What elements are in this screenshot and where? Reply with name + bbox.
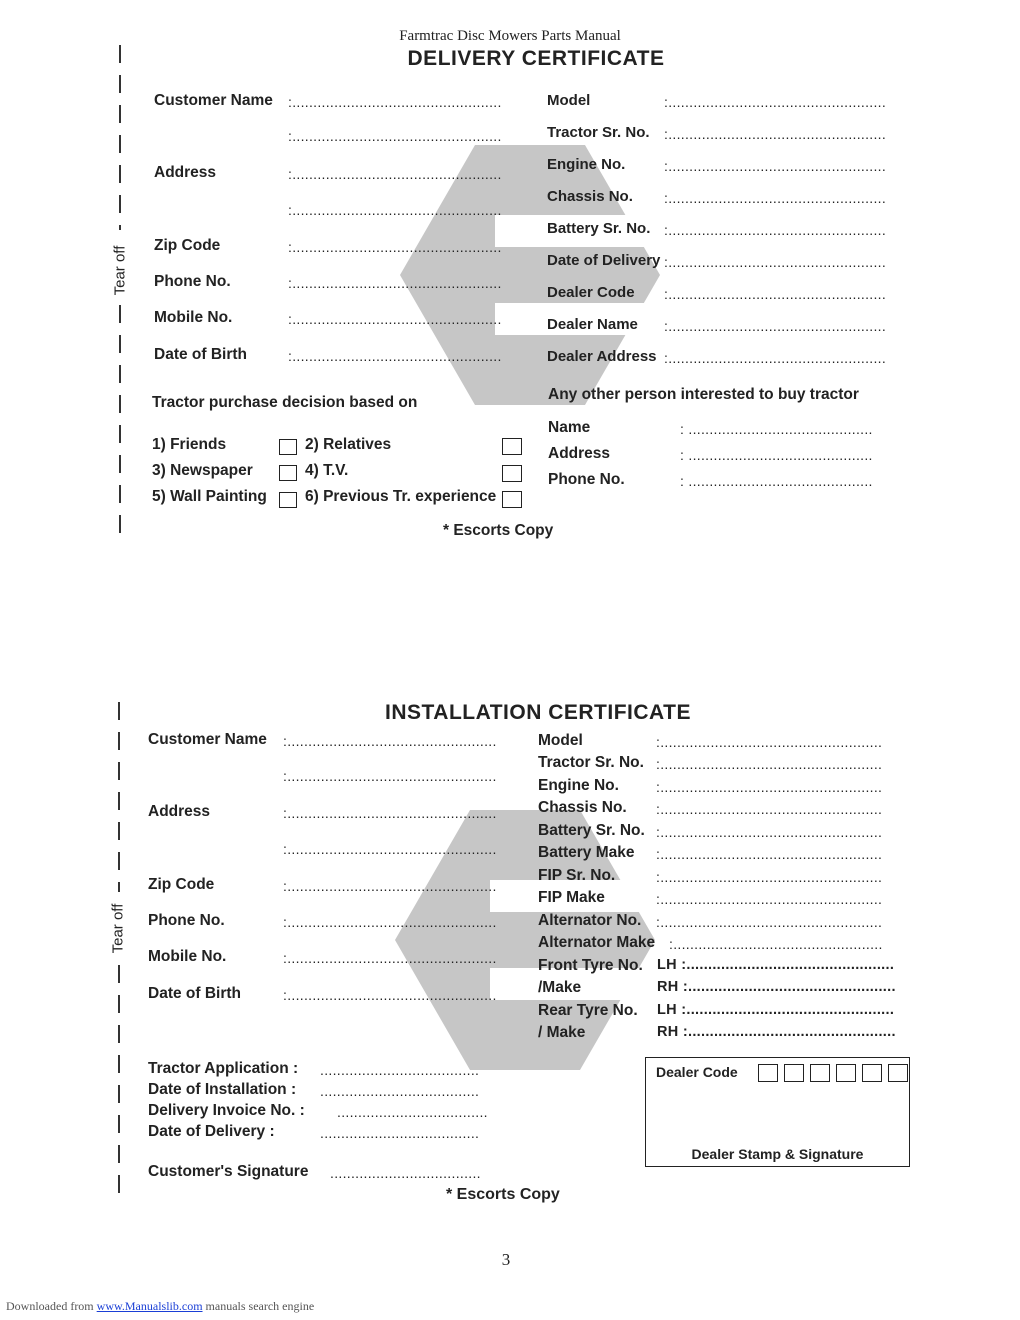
inst-alternator-make-field[interactable]: :.................................................. [669, 936, 883, 952]
inst-alternator-no-field[interactable]: :..................................................... [656, 914, 883, 930]
tear-off-line-bottom-2 [118, 965, 120, 1197]
customer-signature-field[interactable]: .................................... [330, 1165, 481, 1181]
other-address-label: Address [548, 445, 611, 462]
inst-front-tyre-make-label: /Make [538, 979, 582, 996]
inst-rear-tyre-lh-field[interactable]: LH :................................................ [657, 1002, 895, 1018]
inst-dob-field[interactable]: :.................................................. [283, 987, 497, 1003]
inst-battery-make-field[interactable]: :..................................................... [656, 846, 883, 862]
option-wall-painting-label: 5) Wall Painting [152, 488, 267, 505]
inst-address-field[interactable]: :.................................................. [283, 805, 497, 821]
other-phone-label: Phone No. [548, 471, 625, 488]
tractor-sr-field[interactable]: :.................................................... [664, 126, 887, 142]
download-footer [6, 1299, 314, 1314]
option-wall-painting-checkbox[interactable] [279, 492, 297, 508]
model-field[interactable]: :.................................................... [664, 94, 887, 110]
tear-off-label: Tear off [111, 245, 129, 296]
inst-fip-sr-field[interactable]: :..................................................... [656, 869, 883, 885]
inst-alternator-make-label: Alternator Make [538, 934, 656, 951]
battery-sr-field[interactable]: :.................................................... [664, 222, 887, 238]
mobile-label: Mobile No. [154, 309, 233, 326]
inst-phone-label: Phone No. [148, 912, 225, 929]
installation-title: INSTALLATION CERTIFICATE [385, 701, 691, 724]
phone-label: Phone No. [154, 273, 231, 290]
page-number: 3 [501, 1250, 511, 1269]
dealer-code-digit-2[interactable] [784, 1064, 804, 1082]
chassis-no-field[interactable]: :.................................................... [664, 190, 887, 206]
inst-front-tyre-label: Front Tyre No. [538, 957, 643, 974]
manualslib-link[interactable]: www.Manualslib.com [96, 1299, 203, 1313]
option-friends-label: 1) Friends [152, 436, 227, 453]
dealer-code-field[interactable]: :.................................................... [664, 286, 887, 302]
date-of-delivery-field[interactable]: :.................................................... [664, 254, 887, 270]
decision-heading: Tractor purchase decision based on [152, 394, 418, 411]
inst-front-tyre-lh-field[interactable]: LH :................................................ [657, 957, 895, 973]
address-field[interactable]: :.................................................. [288, 166, 502, 182]
inst-rear-tyre-label: Rear Tyre No. [538, 1002, 638, 1019]
other-name-field[interactable]: : ............................................ [680, 421, 873, 437]
inst-engine-no-field[interactable]: :..................................................... [656, 779, 883, 795]
model-label: Model [547, 92, 591, 109]
tear-off-line-bottom [119, 305, 121, 540]
inst-customer-name-field-2[interactable]: :.................................................. [283, 768, 497, 784]
option-tv-checkbox[interactable] [502, 465, 522, 482]
address-label: Address [154, 164, 217, 181]
inst-rear-tyre-make-label: / Make [538, 1024, 586, 1041]
inst-phone-field[interactable]: :.................................................. [283, 914, 497, 930]
delivery-certificate [0, 0, 1020, 560]
delivery-title: DELIVERY CERTIFICATE [407, 47, 665, 70]
customer-name-field-2[interactable]: :.................................................. [288, 128, 502, 144]
dealer-name-field[interactable]: :.................................................... [664, 318, 887, 334]
tear-off-line-top-2 [118, 702, 120, 892]
option-friends-checkbox[interactable] [279, 439, 297, 455]
delivery-copy-note: * Escorts Copy [443, 522, 554, 539]
inst-customer-name-field[interactable]: :.................................................. [283, 733, 497, 749]
inst-front-tyre-rh-field[interactable]: RH :................................................ [657, 979, 896, 995]
inst-battery-sr-field[interactable]: :..................................................... [656, 824, 883, 840]
customer-name-field[interactable]: :.................................................. [288, 94, 502, 110]
inst-mobile-field[interactable]: :.................................................. [283, 950, 497, 966]
inst-battery-sr-label: Battery Sr. No. [538, 822, 645, 839]
date-of-installation-field[interactable]: ...................................... [320, 1083, 480, 1099]
option-tv-label: 4) T.V. [305, 462, 349, 479]
inst-mobile-label: Mobile No. [148, 948, 227, 965]
date-of-delivery-label: Date of Delivery [547, 252, 661, 269]
tear-off-label-2: Tear off [109, 903, 127, 954]
delivery-invoice-field[interactable]: .................................... [337, 1104, 488, 1120]
dealer-code-box-label: Dealer Code [656, 1064, 738, 1080]
inst-fip-make-field[interactable]: :..................................................... [656, 891, 883, 907]
dealer-stamp-label: Dealer Stamp & Signature [691, 1146, 864, 1162]
inst-address-field-2[interactable]: :.................................................. [283, 841, 497, 857]
dob-field[interactable]: :.................................................. [288, 348, 502, 364]
inst-date-of-delivery-label: Date of Delivery : [148, 1123, 275, 1140]
other-person-heading: Any other person interested to buy tractor [548, 386, 859, 403]
tractor-application-field[interactable]: ...................................... [320, 1062, 480, 1078]
inst-tractor-sr-field[interactable]: :..................................................... [656, 756, 883, 772]
dob-label: Date of Birth [154, 346, 247, 363]
inst-fip-make-label: FIP Make [538, 889, 605, 906]
option-relatives-checkbox[interactable] [502, 438, 522, 455]
inst-date-of-delivery-field[interactable]: ...................................... [320, 1125, 480, 1141]
inst-customer-name-label: Customer Name [148, 731, 267, 748]
inst-rear-tyre-rh-field[interactable]: RH :................................................ [657, 1024, 896, 1040]
zip-code-field[interactable]: :.................................................. [288, 239, 502, 255]
inst-dob-label: Date of Birth [148, 985, 241, 1002]
tractor-application-label: Tractor Application : [148, 1060, 299, 1077]
inst-battery-make-label: Battery Make [538, 844, 635, 861]
customer-name-label: Customer Name [154, 92, 273, 109]
dealer-code-digit-3[interactable] [810, 1064, 830, 1082]
engine-no-label: Engine No. [547, 156, 626, 173]
inst-chassis-no-label: Chassis No. [538, 799, 627, 816]
other-name-label: Name [548, 419, 591, 436]
inst-chassis-no-field[interactable]: :..................................................... [656, 801, 883, 817]
inst-fip-sr-label: FIP Sr. No. [538, 867, 616, 884]
inst-alternator-no-label: Alternator No. [538, 912, 642, 929]
option-newspaper-label: 3) Newspaper [152, 462, 253, 479]
option-previous-experience-label: 6) Previous Tr. experience [305, 488, 497, 505]
installation-copy-note: * Escorts Copy [446, 1186, 560, 1203]
zip-code-label: Zip Code [154, 237, 221, 254]
address-field-2[interactable]: :.................................................. [288, 202, 502, 218]
installation-certificate [0, 680, 1020, 1220]
battery-sr-label: Battery Sr. No. [547, 220, 651, 237]
dealer-name-label: Dealer Name [547, 316, 638, 333]
footer-prefix: Downloaded from [6, 1299, 94, 1313]
other-phone-field[interactable]: : ............................................ [680, 473, 873, 489]
dealer-code-digit-6[interactable] [888, 1064, 908, 1082]
customer-signature-label: Customer's Signature [148, 1163, 309, 1180]
dealer-code-digit-5[interactable] [862, 1064, 882, 1082]
tractor-sr-label: Tractor Sr. No. [547, 124, 650, 141]
dealer-code-digit-4[interactable] [836, 1064, 856, 1082]
dealer-code-label: Dealer Code [547, 284, 635, 301]
phone-field[interactable]: :.................................................. [288, 275, 502, 291]
inst-zip-code-field[interactable]: :.................................................. [283, 878, 497, 894]
inst-address-label: Address [148, 803, 211, 820]
engine-no-field[interactable]: :.................................................... [664, 158, 887, 174]
other-address-field[interactable]: : ............................................ [680, 447, 873, 463]
tear-off-line-top [119, 45, 121, 230]
dealer-address-field[interactable]: :.................................................... [664, 350, 887, 366]
delivery-invoice-label: Delivery Invoice No. : [148, 1102, 305, 1119]
mobile-field[interactable]: :.................................................. [288, 311, 502, 327]
date-of-installation-label: Date of Installation : [148, 1081, 297, 1098]
inst-tractor-sr-label: Tractor Sr. No. [538, 754, 644, 771]
inst-model-label: Model [538, 732, 583, 749]
inst-model-field[interactable]: :..................................................... [656, 734, 883, 750]
inst-zip-code-label: Zip Code [148, 876, 215, 893]
manual-header: Farmtrac Disc Mowers Parts Manual [399, 28, 621, 44]
dealer-address-label: Dealer Address [547, 348, 657, 365]
inst-engine-no-label: Engine No. [538, 777, 619, 794]
footer-suffix: manuals search engine [205, 1299, 315, 1313]
option-newspaper-checkbox[interactable] [279, 465, 297, 481]
chassis-no-label: Chassis No. [547, 188, 633, 205]
option-previous-experience-checkbox[interactable] [502, 491, 522, 508]
option-relatives-label: 2) Relatives [305, 436, 392, 453]
dealer-code-digit-1[interactable] [758, 1064, 778, 1082]
